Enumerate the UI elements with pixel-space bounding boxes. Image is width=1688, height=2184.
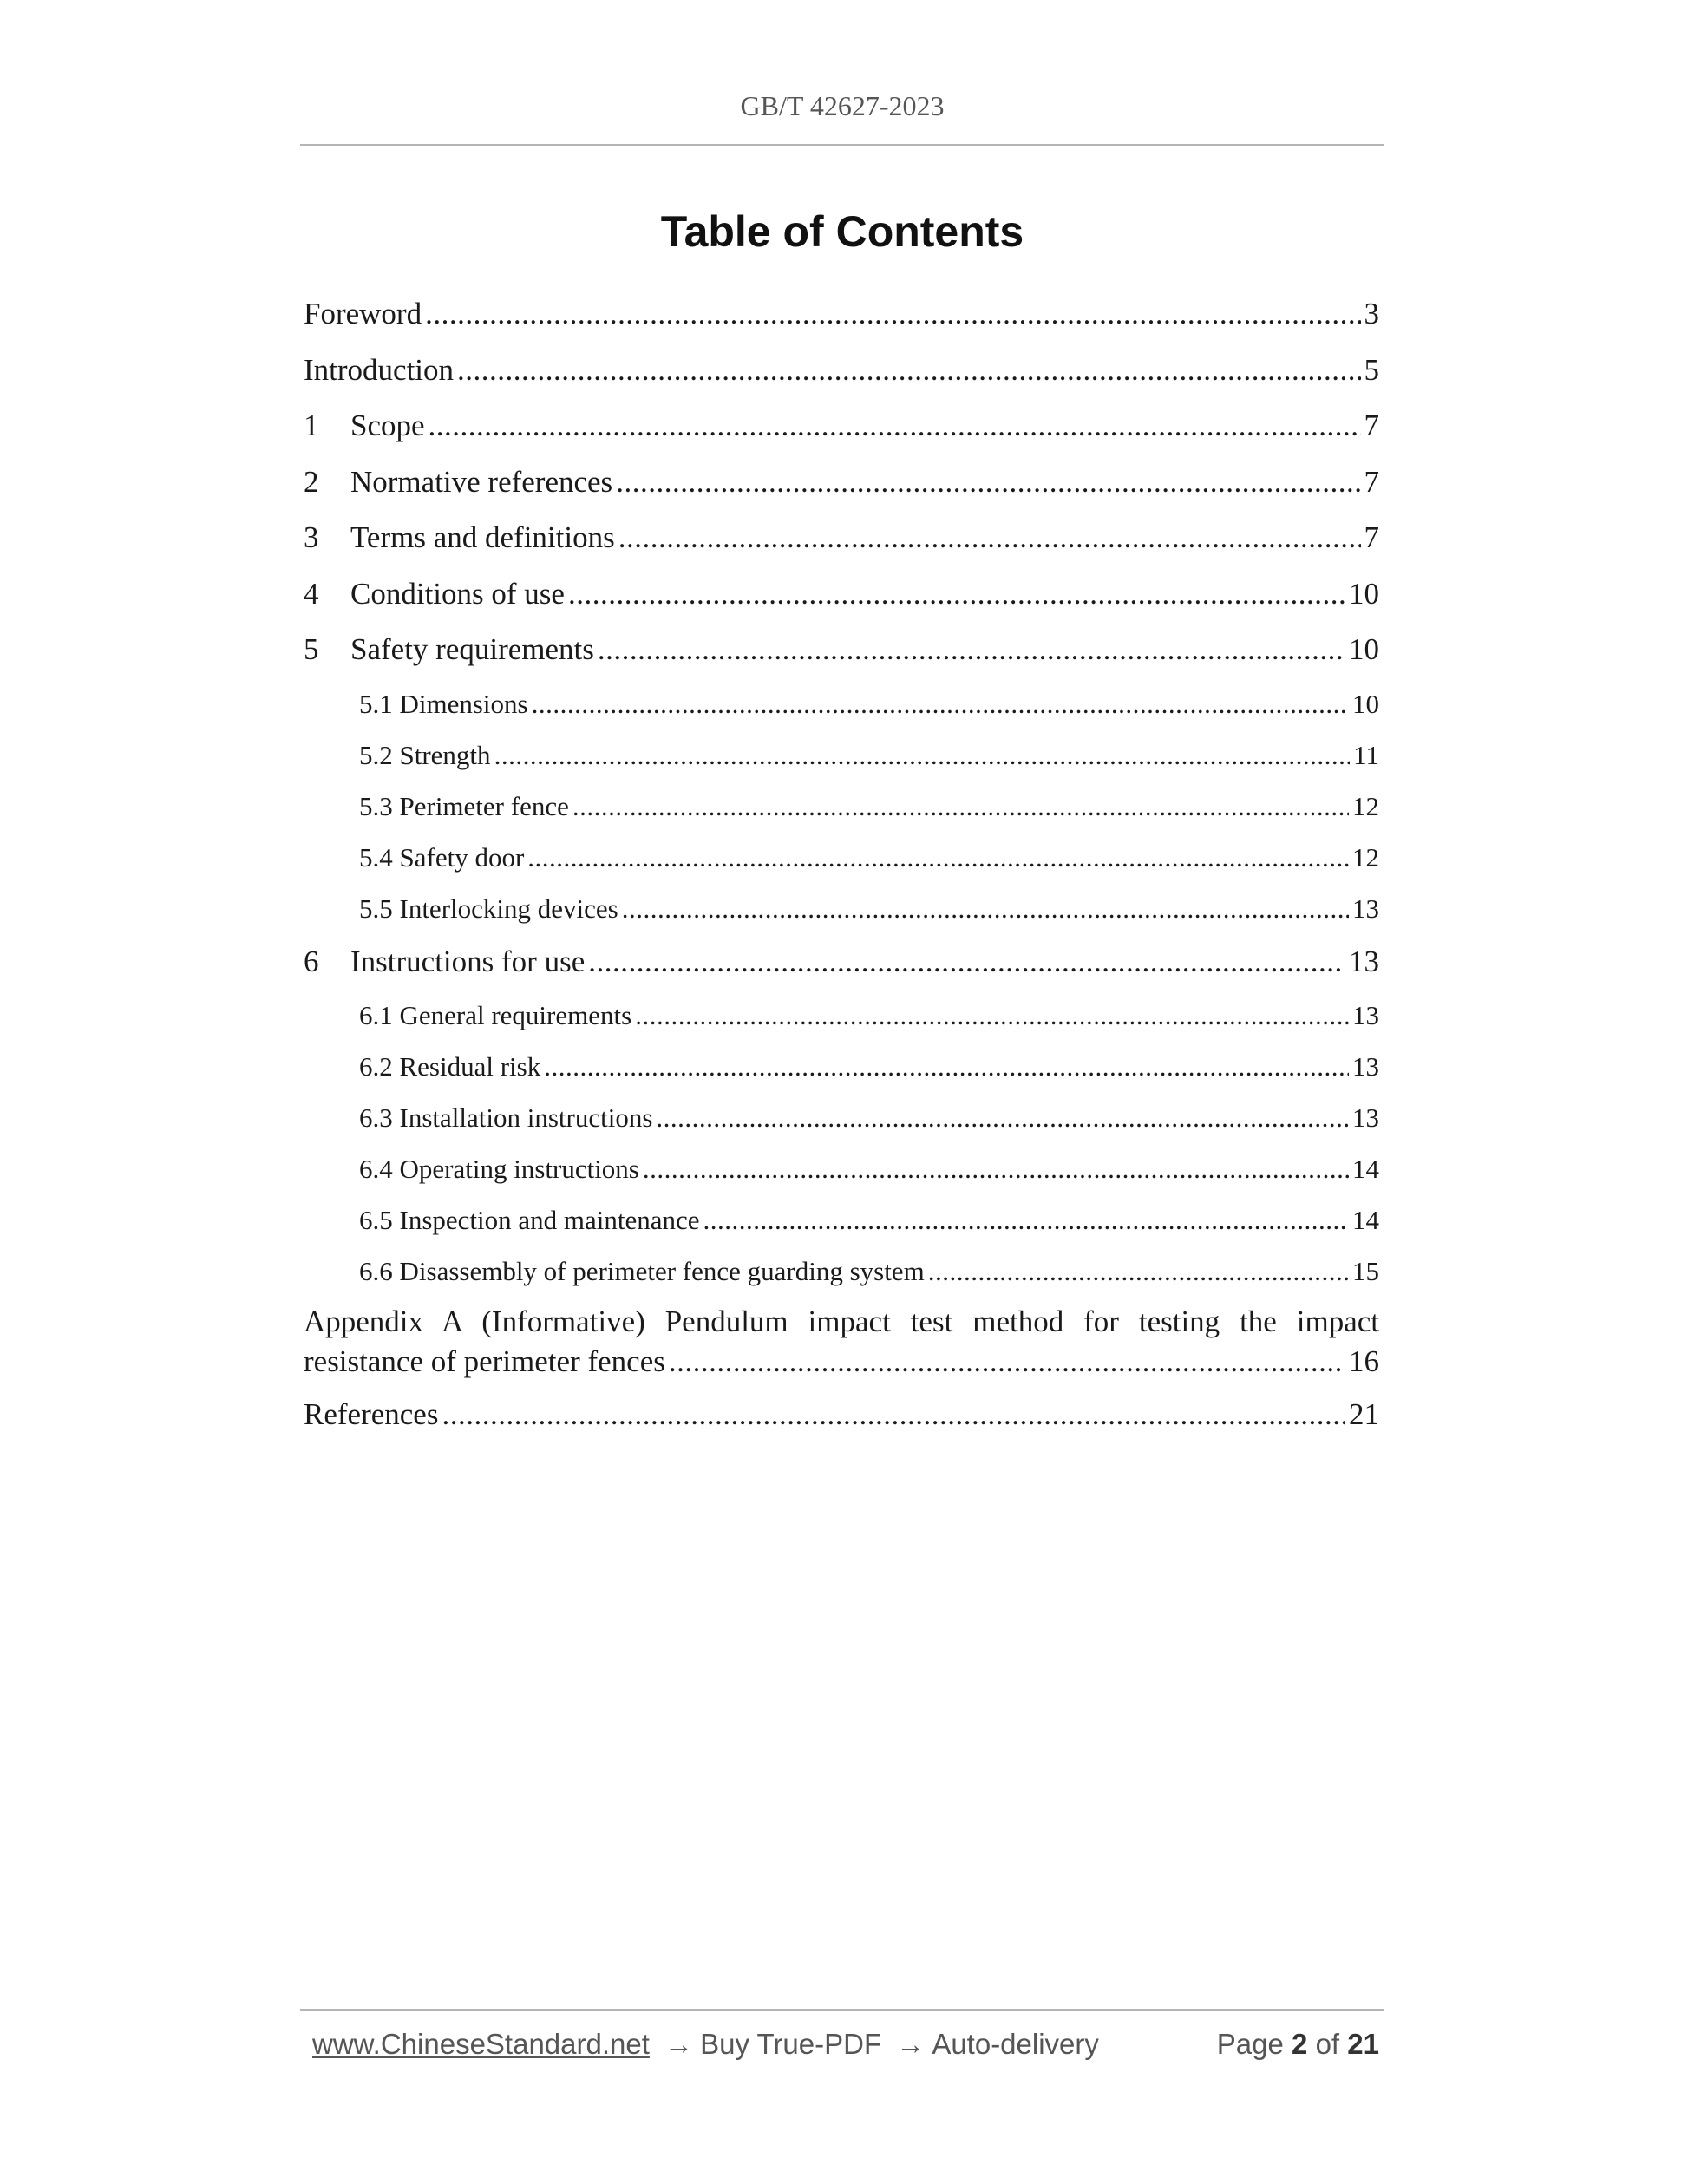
dot-leader — [544, 1041, 1349, 1092]
toc-entry-installation-instructions[interactable] — [304, 1092, 1379, 1143]
toc-entry-dimensions[interactable] — [304, 678, 1379, 729]
toc-entry-title: Foreword — [304, 297, 422, 330]
toc-page-number: 14 — [1352, 1205, 1379, 1235]
toc-page-number: 21 — [1349, 1397, 1379, 1431]
toc-entry-title: Normative references — [350, 464, 613, 499]
dot-leader — [703, 1194, 1349, 1246]
toc-page-number: 7 — [1364, 409, 1379, 442]
buy-true-pdf-text: Buy True-PDF — [700, 2028, 882, 2060]
toc-entry-interlocking-devices[interactable] — [304, 883, 1379, 934]
toc-entry-title: 6.5 Inspection and maintenance — [359, 1205, 700, 1235]
toc-entry-title-line-2: resistance of perimeter fences — [304, 1344, 665, 1378]
toc-page-number: 16 — [1349, 1344, 1379, 1378]
toc-entry-residual-risk[interactable] — [304, 1041, 1379, 1092]
toc-page-number: 12 — [1352, 790, 1379, 821]
toc-page-number: 12 — [1352, 841, 1379, 873]
toc-entry-disassembly[interactable] — [304, 1246, 1379, 1297]
toc-entry-title: 5.3 Perimeter fence — [359, 790, 569, 821]
toc-entry-conditions-of-use[interactable] — [304, 566, 1379, 623]
toc-page-number: 13 — [1352, 1102, 1379, 1133]
page-indicator — [1217, 2028, 1379, 2061]
dot-leader — [425, 286, 1360, 343]
arrow-right-icon: → — [896, 2028, 926, 2060]
toc-page-number: 13 — [1349, 944, 1379, 978]
toc-entry-title: 5.4 Safety door — [359, 841, 525, 873]
toc-entry-title: 5.1 Dimensions — [359, 688, 528, 719]
toc-entry-introduction[interactable] — [304, 343, 1379, 399]
toc-entry-title: 6.1 General requirements — [359, 1000, 632, 1030]
dot-leader — [598, 622, 1345, 678]
toc-entry-instructions-for-use[interactable] — [304, 934, 1379, 991]
dot-leader — [656, 1092, 1349, 1143]
page-label: Page — [1216, 2028, 1284, 2060]
toc-page-number: 13 — [1352, 1051, 1379, 1082]
dot-leader — [622, 883, 1349, 934]
toc-entry-strength[interactable] — [304, 729, 1379, 781]
toc-page-number: 11 — [1353, 739, 1379, 770]
toc-entry-safety-door[interactable] — [304, 832, 1379, 883]
toc-entry-perimeter-fence[interactable] — [304, 781, 1379, 832]
toc-entry-terms-and-definitions[interactable] — [304, 510, 1379, 566]
dot-leader — [442, 1387, 1345, 1443]
toc-entry-safety-requirements[interactable] — [304, 622, 1379, 678]
dot-leader — [572, 781, 1349, 832]
toc-page-number: 10 — [1349, 576, 1379, 611]
table-of-contents — [304, 286, 1379, 1443]
toc-section-number: 4 — [304, 576, 319, 611]
toc-entry-inspection-and-maintenance[interactable] — [304, 1194, 1379, 1246]
toc-entry-title: 5.2 Strength — [359, 739, 491, 770]
dot-leader — [532, 678, 1349, 729]
toc-page-number: 10 — [1349, 632, 1379, 666]
dot-leader — [527, 832, 1349, 883]
toc-entry-title: 5.5 Interlocking devices — [359, 893, 618, 924]
toc-section-number: 5 — [304, 632, 319, 666]
toc-entry-title: Conditions of use — [350, 576, 565, 611]
toc-entry-appendix-a[interactable] — [304, 1302, 1379, 1382]
dot-leader — [618, 510, 1361, 566]
toc-entry-title: 6.4 Operating instructions — [359, 1154, 639, 1184]
of-label: of — [1315, 2028, 1340, 2060]
toc-page-number: 3 — [1364, 297, 1379, 330]
dot-leader — [669, 1342, 1345, 1382]
toc-entry-title: Terms and definitions — [350, 520, 615, 554]
dot-leader — [616, 454, 1360, 511]
dot-leader — [429, 398, 1361, 454]
toc-entry-title: Instructions for use — [350, 944, 586, 978]
toc-entry-title: Introduction — [304, 352, 455, 387]
toc-page-number: 5 — [1364, 352, 1379, 387]
auto-delivery-text: Auto-delivery — [932, 2028, 1099, 2060]
dot-leader — [928, 1246, 1349, 1297]
toc-entry-references[interactable] — [304, 1387, 1379, 1443]
toc-entry-foreword[interactable] — [304, 286, 1379, 343]
toc-entry-title: Safety requirements — [350, 632, 594, 666]
toc-entry-operating-instructions[interactable] — [304, 1143, 1379, 1194]
toc-entry-title: References — [304, 1397, 439, 1431]
total-pages-number: 21 — [1347, 2028, 1379, 2060]
footer-divider — [300, 2009, 1384, 2011]
toc-section-number: 6 — [304, 944, 319, 978]
page-title: Table of Contents — [660, 207, 1024, 256]
toc-entry-general-requirements[interactable] — [304, 990, 1379, 1041]
toc-entry-title: 6.3 Installation instructions — [359, 1102, 653, 1133]
toc-page-number: 7 — [1364, 520, 1379, 554]
dot-leader — [588, 934, 1345, 991]
toc-entry-title: 6.2 Residual risk — [359, 1051, 541, 1082]
toc-entry-scope[interactable] — [304, 398, 1379, 454]
page-footer — [312, 2028, 1379, 2061]
toc-entry-title-line-1: Appendix A (Informative) Pendulum impact test method for testing the impact — [304, 1305, 1379, 1338]
arrow-right-icon: → — [664, 2028, 694, 2060]
header-divider — [300, 144, 1384, 146]
dot-leader — [457, 343, 1360, 399]
dot-leader — [643, 1143, 1349, 1194]
toc-page-number: 15 — [1352, 1256, 1379, 1286]
dot-leader — [635, 990, 1349, 1041]
dot-leader — [494, 729, 1351, 781]
toc-section-number: 3 — [304, 520, 319, 554]
toc-page-number: 14 — [1352, 1154, 1379, 1184]
current-page-number: 2 — [1292, 2028, 1308, 2060]
toc-page-number: 13 — [1352, 1000, 1379, 1030]
footer-links — [312, 2028, 1099, 2061]
dot-leader — [568, 566, 1345, 623]
toc-page-number: 13 — [1352, 893, 1379, 924]
toc-entry-title: 6.6 Disassembly of perimeter fence guarding system — [359, 1256, 925, 1286]
document-code-header: GB/T 42627-2023 — [740, 90, 945, 121]
toc-section-number: 1 — [304, 409, 319, 442]
toc-section-number: 2 — [304, 464, 319, 499]
toc-page-number: 7 — [1364, 464, 1379, 499]
website-link[interactable]: www.ChineseStandard.net — [312, 2028, 650, 2060]
toc-entry-title: Scope — [350, 409, 425, 442]
toc-entry-normative-references[interactable] — [304, 454, 1379, 511]
toc-page-number: 10 — [1352, 688, 1379, 719]
